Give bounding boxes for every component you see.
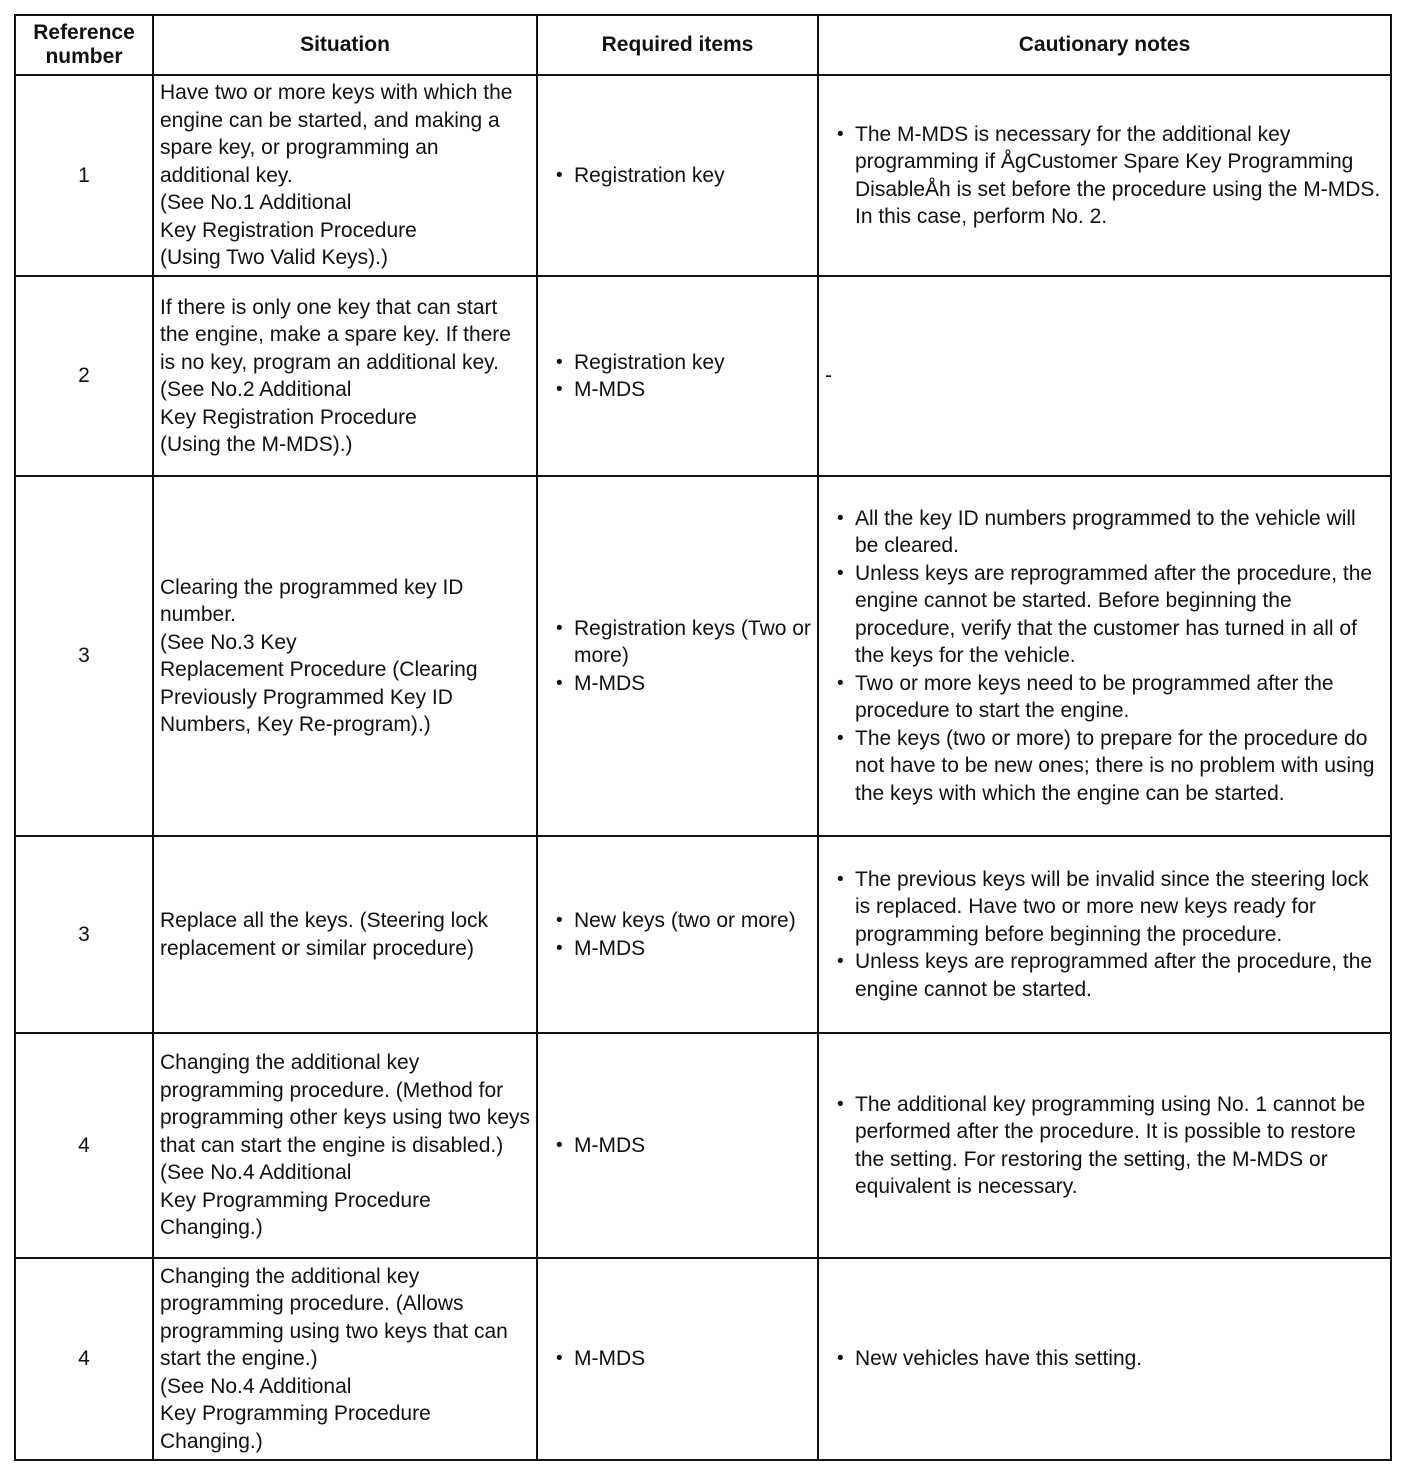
situation-text: Clearing the programmed key ID number. (See No.3 Key Replacement Procedure (Clearing Previously Programmed Key ID Numbers, Key Re-program).): [160, 575, 478, 736]
cautionary-notes-cell: [818, 476, 1391, 836]
required-items-cell: [537, 75, 818, 276]
reference-number: 4: [15, 1033, 153, 1258]
cautionary-note: • Unless keys are reprogrammed after the procedure, the engine cannot be started. Before beginning the procedure, verify that the customer has turned in all of the keys for the vehicle.: [825, 560, 1384, 670]
required-items-cell: [537, 1033, 818, 1258]
required-item: • Registration keys (Two or more): [544, 615, 811, 670]
required-items-list: [544, 907, 811, 962]
situation-cell: [153, 836, 537, 1033]
required-items-cell: [537, 836, 818, 1033]
situation-text: Changing the additional key programming procedure. (Method for programming other keys using two keys that can start the engine is disabled.) (See No.4 Additional Key Programming Procedure Changing.): [160, 1051, 530, 1240]
situation-text: Replace all the keys. (Steering lock replacement or similar procedure): [160, 909, 488, 960]
situation-cell: [153, 476, 537, 836]
required-item: • Registration key: [544, 349, 811, 377]
situation-cell: [153, 1033, 537, 1258]
required-items-list: [544, 349, 811, 404]
table-row: [15, 1033, 1391, 1258]
header-reference-number: Reference number: [15, 15, 153, 75]
required-items-cell: [537, 276, 818, 476]
required-item: • M-MDS: [544, 670, 811, 698]
required-item: • New keys (two or more): [544, 907, 811, 935]
cautionary-note: • Unless keys are reprogrammed after the procedure, the engine cannot be started.: [825, 948, 1384, 1003]
reference-number: 1: [15, 75, 153, 276]
situation-text: If there is only one key that can start the engine, make a spare key. If there is no key, program an additional key. (See No.2 Additional Key Registration Procedure (Using the M-MDS).): [160, 295, 511, 456]
cautionary-notes-cell: [818, 1258, 1391, 1460]
table-row: [15, 1258, 1391, 1460]
required-item: • M-MDS: [544, 935, 811, 963]
cautionary-notes-cell: [818, 1033, 1391, 1258]
situation-text: Have two or more keys with which the engine can be started, and making a spare key, or programming an additional key. (See No.1 Additional Key Registration Procedure (Using Two Valid Keys).): [160, 81, 513, 270]
situation-cell: [153, 276, 537, 476]
cautionary-notes-cell: [818, 75, 1391, 276]
header-cautionary-notes: Cautionary notes: [818, 15, 1391, 75]
situation-cell: [153, 1258, 537, 1460]
table-row: [15, 276, 1391, 476]
cautionary-notes-cell: [818, 276, 1391, 476]
reference-number: 3: [15, 476, 153, 836]
key-programming-table: [14, 14, 1392, 1461]
table-row: [15, 476, 1391, 836]
table-row: [15, 75, 1391, 276]
cautionary-note: • Two or more keys need to be programmed after the procedure to start the engine.: [825, 670, 1384, 725]
situation-cell: [153, 75, 537, 276]
required-items-cell: [537, 1258, 818, 1460]
header-situation: Situation: [153, 15, 537, 75]
cautionary-notes-list: [825, 505, 1384, 808]
required-items-list: [544, 615, 811, 698]
required-items-cell: [537, 476, 818, 836]
header-required-items: Required items: [537, 15, 818, 75]
cautionary-note: • New vehicles have this setting.: [825, 1345, 1384, 1373]
required-item: • M-MDS: [544, 1345, 811, 1373]
required-items-list: [544, 162, 811, 190]
empty-dash: -: [825, 364, 832, 388]
cautionary-note: • All the key ID numbers programmed to the vehicle will be cleared.: [825, 505, 1384, 560]
cautionary-notes-cell: [818, 836, 1391, 1033]
reference-number: 2: [15, 276, 153, 476]
cautionary-notes-list: [825, 121, 1384, 231]
cautionary-notes-list: [825, 1091, 1384, 1201]
reference-number: 3: [15, 836, 153, 1033]
cautionary-note: • The additional key programming using No. 1 cannot be performed after the procedure. It is possible to restore the setting. For restoring the setting, the M-MDS or equivalent is necessary.: [825, 1091, 1384, 1201]
cautionary-notes-list: [825, 1345, 1384, 1373]
cautionary-note: • The keys (two or more) to prepare for the procedure do not have to be new ones; there is no problem with using the keys with which the engine can be started.: [825, 725, 1384, 808]
cautionary-note: • The M-MDS is necessary for the additional key programming if ÅgCustomer Spare Key Programming DisableÅh is set before the procedure using the M-MDS. In this case, perform No. 2.: [825, 121, 1384, 231]
required-item: • M-MDS: [544, 1132, 811, 1160]
header-row: [15, 15, 1391, 75]
required-item: • M-MDS: [544, 376, 811, 404]
required-items-list: [544, 1132, 811, 1160]
table-row: [15, 836, 1391, 1033]
situation-text: Changing the additional key programming procedure. (Allows programming using two keys that can start the engine.) (See No.4 Additional Key Programming Procedure Changing.): [160, 1264, 508, 1453]
required-item: • Registration key: [544, 162, 811, 190]
cautionary-notes-list: [825, 866, 1384, 1004]
required-items-list: [544, 1345, 811, 1373]
reference-number: 4: [15, 1258, 153, 1460]
cautionary-note: • The previous keys will be invalid since the steering lock is replaced. Have two or more new keys ready for programming before beginning the procedure.: [825, 866, 1384, 949]
